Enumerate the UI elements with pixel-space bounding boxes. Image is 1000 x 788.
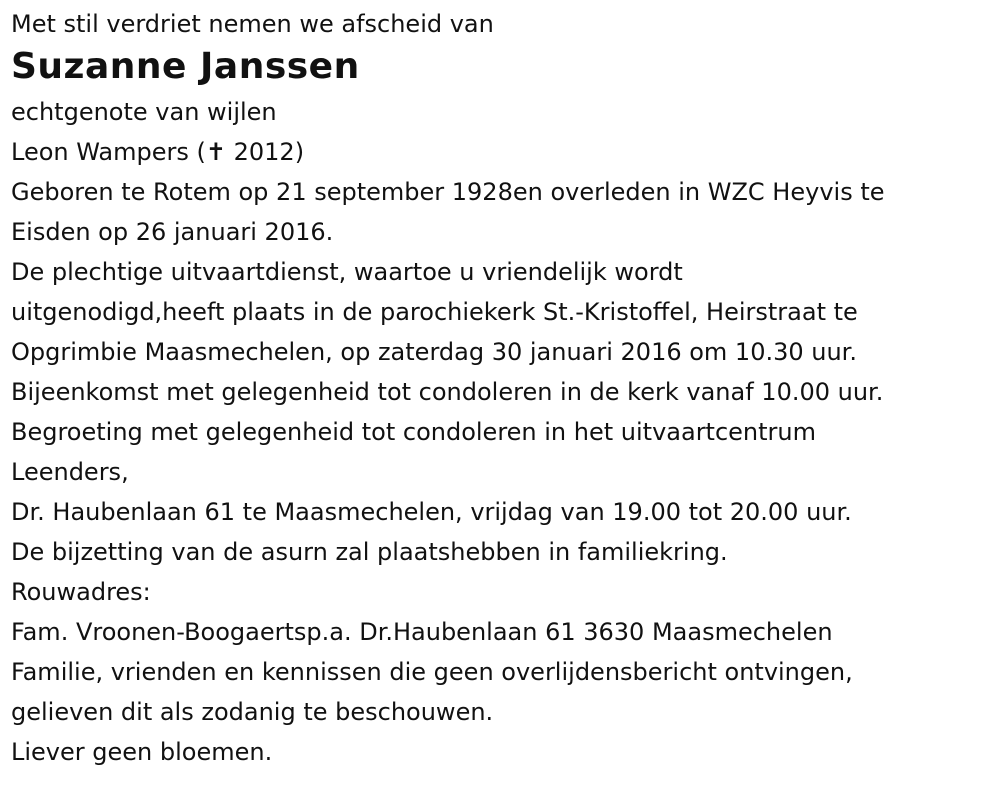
birth-death-line-2: Eisden op 26 januari 2016. <box>11 218 334 246</box>
mourning-address: Fam. Vroonen-Boogaertsp.a. Dr.Haubenlaan 61 3630 Maasmechelen <box>11 618 833 646</box>
mourning-address-label: Rouwadres: <box>11 578 151 606</box>
funeral-service-line-2: uitgenodigd,heeft plaats in de parochiekerk St.-Kristoffel, Heirstraat te <box>11 298 858 326</box>
greeting-line-3: Dr. Haubenlaan 61 te Maasmechelen, vrijdag van 19.00 tot 20.00 uur. <box>11 498 852 526</box>
intro-text: Met stil verdriet nemen we afscheid van <box>11 10 494 38</box>
birth-death-line-1: Geboren te Rotem op 21 september 1928en overleden in WZC Heyvis te <box>11 178 885 206</box>
greeting-line-1: Begroeting met gelegenheid tot condoleren in het uitvaartcentrum <box>11 418 817 446</box>
greeting-line-2: Leenders, <box>11 458 129 486</box>
spouse-name: Leon Wampers (✝ 2012) <box>11 138 305 166</box>
spouse-label: echtgenote van wijlen <box>11 98 277 126</box>
obituary-notice <box>11 6 991 772</box>
deceased-name: Suzanne Janssen <box>11 46 360 87</box>
no-flowers-line: Liever geen bloemen. <box>11 738 273 766</box>
funeral-service-line-3: Opgrimbie Maasmechelen, op zaterdag 30 januari 2016 om 10.30 uur. <box>11 338 857 366</box>
interment-line: De bijzetting van de asurn zal plaatshebben in familiekring. <box>11 538 728 566</box>
funeral-service-line-1: De plechtige uitvaartdienst, waartoe u vriendelijk wordt <box>11 258 683 286</box>
no-notice-line-2: gelieven dit als zodanig te beschouwen. <box>11 698 494 726</box>
condolence-church-line: Bijeenkomst met gelegenheid tot condoleren in de kerk vanaf 10.00 uur. <box>11 378 884 406</box>
no-notice-line-1: Familie, vrienden en kennissen die geen overlijdensbericht ontvingen, <box>11 658 853 686</box>
